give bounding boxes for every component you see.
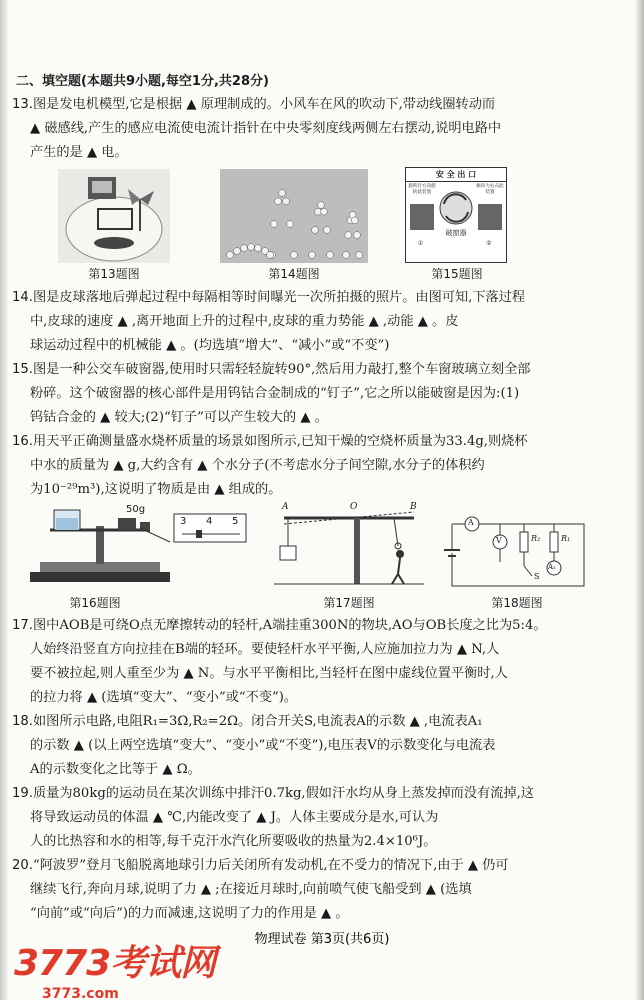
question-number: 19. bbox=[12, 786, 33, 801]
question-number: 15. bbox=[12, 362, 33, 377]
figure-13 bbox=[58, 169, 170, 281]
section-title: 二、填空题(本题共9小题,每空1分,共28分) bbox=[16, 74, 269, 89]
figure-17 bbox=[274, 502, 424, 612]
content bbox=[12, 70, 630, 926]
question-line: 产生的是 ▲ 电。 bbox=[30, 145, 128, 160]
question-line: 图是发电机模型,它是根据 ▲ 原理制成的。小风车在风的吹动下,带动线圈转动而 bbox=[32, 97, 496, 112]
question-line: 图中AOB是可绕O点无摩擦转动的轻杆,A端挂重300N的物块,AO与OB长度之比为5:4。 bbox=[32, 618, 547, 633]
question-line: “向前”或“向后”)的力而减速,这说明了力的作用是 ▲ 。 bbox=[30, 906, 349, 921]
watermark-url: 3773.com bbox=[42, 986, 119, 1002]
question-line: 图是一种公交车破窗器,使用时只需轻轻旋转90°,然后用力敲打,整个车窗玻璃立刻全部 bbox=[32, 362, 531, 377]
watermark-logo[interactable] bbox=[14, 935, 215, 1002]
question-17 bbox=[12, 614, 630, 710]
ball-exposure bbox=[324, 227, 331, 234]
page-footer: 物理试卷 第3页(共6页) bbox=[254, 932, 390, 947]
circuit-diagram bbox=[442, 506, 592, 590]
voltmeter-label: V bbox=[496, 536, 502, 545]
question-line: 质量为80kg的运动员在某次训练中排汗0.7kg,假如汗水均从身上蒸发掉而没有流掉,这 bbox=[32, 786, 534, 801]
lever-label-o: O bbox=[350, 502, 358, 512]
question-line: “阿波罗”登月飞船脱离地球引力后关闭所有发动机,在不受力的情况下,由于 ▲ 仍可 bbox=[32, 858, 509, 873]
figures-row-1 bbox=[12, 169, 630, 284]
watermark-title: 3773考试网 bbox=[14, 943, 216, 984]
ball-exposure bbox=[275, 198, 282, 205]
question-16 bbox=[12, 430, 630, 502]
switch-label: S bbox=[534, 572, 540, 581]
ball-exposure bbox=[267, 252, 274, 259]
question-number: 16. bbox=[12, 434, 33, 449]
ball-exposure bbox=[321, 208, 328, 215]
question-line: 用天平正确测量盛水烧杯质量的场景如图所示,已知干燥的空烧杯质量为33.4g,则烧杯 bbox=[32, 434, 528, 449]
window-breaker-icons bbox=[406, 182, 506, 262]
question-line: 球运动过程中的机械能 ▲ 。(均选填“增大”、“减小”或“不变”) bbox=[30, 338, 390, 353]
sign-num-left: ① bbox=[418, 240, 424, 247]
question-number: 14. bbox=[12, 290, 33, 305]
question-line: 要不被拉起,则人重至少为 ▲ N。与水平平衡相比,当轻杆在图中虚线位置平衡时,人 bbox=[30, 666, 508, 681]
resistor-r2-label: R₂ bbox=[531, 534, 541, 543]
scale-number: 4 bbox=[206, 516, 213, 527]
lever-label-b: B bbox=[410, 502, 417, 512]
figure-caption: 第14题图 bbox=[268, 267, 320, 281]
figure-caption: 第16题图 bbox=[69, 596, 121, 610]
question-line: 人始终沿竖直方向拉挂在B端的轻环。要使轻杆水平平衡,人应施加拉力为 ▲ N,人 bbox=[30, 642, 500, 657]
figure-caption: 第17题图 bbox=[323, 596, 375, 610]
question-14 bbox=[12, 286, 630, 358]
sign-left-text: 旋转针方向旋转此装置 bbox=[408, 184, 436, 195]
question-line: 图是皮球落地后弹起过程中每隔相等时间曝光一次所拍摄的照片。由图可知,下落过程 bbox=[32, 290, 526, 305]
question-line: 中,皮球的速度 ▲ ,离开地面上升的过程中,皮球的重力势能 ▲ ,动能 ▲ 。皮 bbox=[30, 314, 459, 329]
ball-exposure bbox=[287, 221, 294, 228]
scale-number: 5 bbox=[232, 516, 239, 527]
ball-exposure bbox=[271, 221, 278, 228]
question-13 bbox=[12, 93, 630, 165]
figures-row-2 bbox=[12, 502, 630, 612]
emergency-sign bbox=[405, 167, 507, 263]
figure-14 bbox=[220, 169, 368, 281]
question-number: 17. bbox=[12, 618, 33, 633]
ball-exposure bbox=[356, 252, 363, 259]
sign-right-text: 砸向力右击此装置 bbox=[476, 184, 504, 195]
ammeter-a1-label: A₁ bbox=[548, 563, 556, 571]
question-number: 20. bbox=[12, 858, 33, 873]
ball-exposure bbox=[318, 202, 325, 209]
question-line: ▲ 磁感线,产生的感应电流使电流计指针在中央零刻度线两侧左右摆动,说明电路中 bbox=[30, 121, 502, 136]
ball-exposure bbox=[234, 248, 241, 255]
ball-exposure bbox=[279, 190, 286, 197]
question-20 bbox=[12, 854, 630, 926]
question-line: A的示数变化之比等于 ▲ Ω。 bbox=[30, 762, 201, 777]
lever-label-a: A bbox=[282, 502, 289, 512]
ball-exposure bbox=[351, 217, 358, 224]
generator-model-photo bbox=[58, 169, 170, 263]
question-line: 人的比热容和水的相等,每千克汗水汽化所要吸收的热量为2.4×10⁶J。 bbox=[30, 834, 437, 849]
ammeter-a-label: A bbox=[468, 518, 474, 527]
scale-number: 3 bbox=[180, 516, 187, 527]
figure-caption: 第13题图 bbox=[88, 267, 140, 281]
figure-16 bbox=[20, 506, 250, 612]
ball-exposure bbox=[241, 245, 248, 252]
figure-caption: 第18题图 bbox=[491, 596, 543, 610]
scan-edge-left bbox=[0, 0, 8, 1000]
ball-exposure bbox=[354, 232, 361, 239]
ball-exposure bbox=[327, 252, 334, 259]
question-line: 的拉力将 ▲ (选填“变大”、“变小”或“不变”)。 bbox=[30, 690, 298, 705]
sign-num-right: ② bbox=[486, 240, 492, 247]
lever-diagram bbox=[274, 506, 424, 590]
weight-label: 50g bbox=[126, 504, 146, 515]
ball-exposure bbox=[343, 252, 350, 259]
question-19 bbox=[12, 782, 630, 854]
question-line: 为10⁻²⁹m³),这说明了物质是由 ▲ 组成的。 bbox=[30, 482, 282, 497]
ball-exposure bbox=[345, 232, 352, 239]
bouncing-ball-photo bbox=[220, 169, 368, 263]
question-number: 18. bbox=[12, 714, 33, 729]
ball-exposure bbox=[227, 252, 234, 259]
ball-exposure bbox=[248, 244, 255, 251]
question-line: 将导致运动员的体温 ▲ ℃,内能改变了 ▲ J。人体主要成分是水,可认为 bbox=[30, 810, 439, 825]
balance-diagram bbox=[20, 506, 250, 590]
figure-caption: 第15题图 bbox=[431, 267, 483, 281]
question-line: 中水的质量为 ▲ g,大约含有 ▲ 个水分子(不考虑水分子间空隙,水分子的体积约 bbox=[30, 458, 485, 473]
question-line: 的示数 ▲ (以上两空选填“变大”、“变小”或“不变”),电压表V的示数变化与电流表 bbox=[30, 738, 496, 753]
ball-exposure bbox=[255, 245, 262, 252]
scan-edge-right bbox=[636, 0, 644, 1000]
question-15 bbox=[12, 358, 630, 430]
figure-15 bbox=[405, 167, 509, 279]
figure-18 bbox=[442, 506, 592, 612]
question-18 bbox=[12, 710, 630, 782]
sign-header: 安 全 出 口 bbox=[406, 168, 506, 182]
resistor-r1-label: R₁ bbox=[561, 534, 571, 543]
question-line: 如图所示电路,电阻R₁=3Ω,R₂=2Ω。闭合开关S,电流表A的示数 ▲ ,电流表A₁ bbox=[32, 714, 483, 729]
ball-exposure bbox=[291, 252, 298, 259]
ball-exposure bbox=[312, 227, 319, 234]
question-line: 继续飞行,奔向月球,说明了力 ▲ ;在接近月球时,向前喷气使飞船受到 ▲ (选填 bbox=[30, 882, 472, 897]
ball-exposure bbox=[283, 198, 290, 205]
question-line: 钨钴合金的 ▲ 较大;(2)“钉子”可以产生较大的 ▲ 。 bbox=[30, 410, 328, 425]
question-number: 13. bbox=[12, 97, 33, 112]
sign-center-label: 破窗器 bbox=[445, 229, 467, 237]
ball-exposure bbox=[309, 252, 316, 259]
question-line: 粉碎。这个破窗器的核心部件是用钨钴合金制成的“钉子”,它之所以能破窗是因为:(1) bbox=[30, 386, 520, 401]
